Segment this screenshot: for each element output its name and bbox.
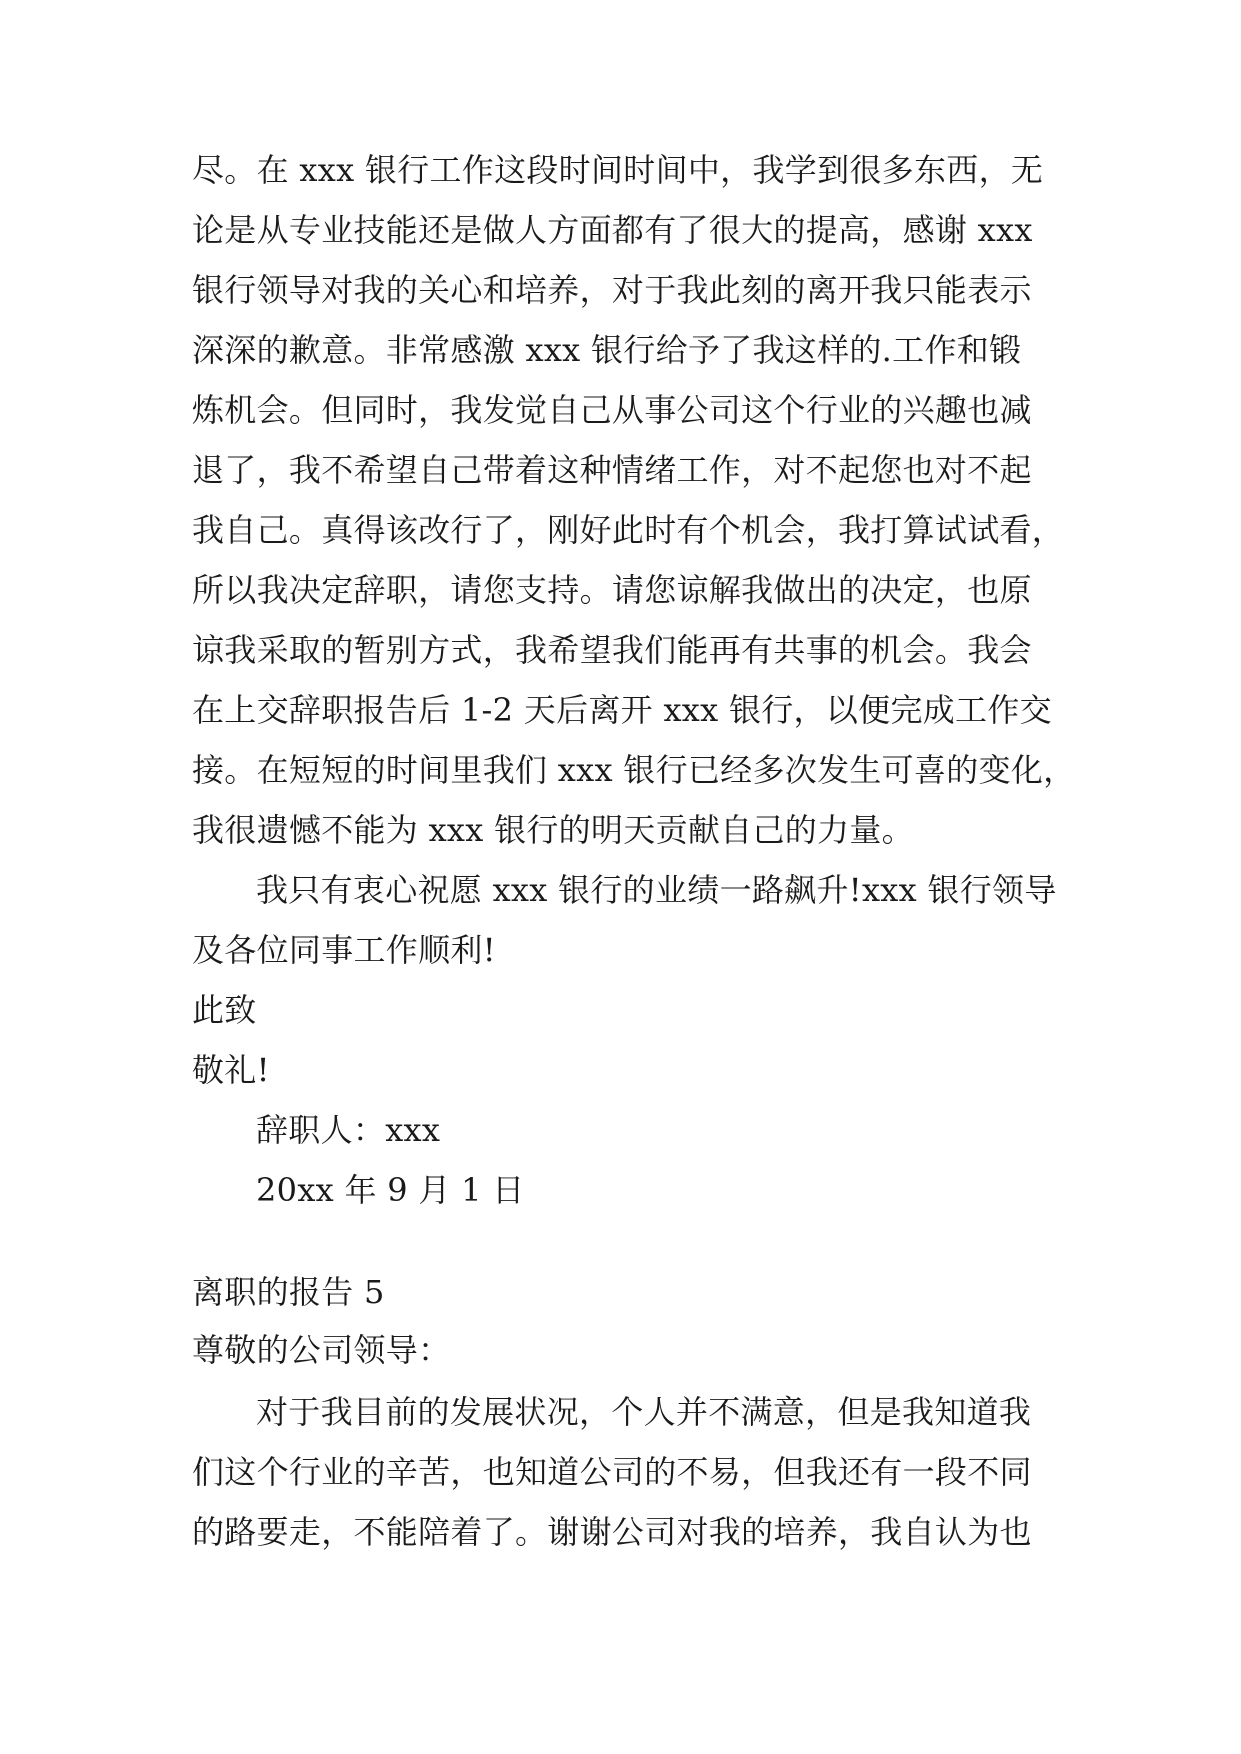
body-line: 银行领导对我的关心和培养，对于我此刻的离开我只能表示 — [192, 271, 1032, 309]
body-line: 在上交辞职报告后 1-2 天后离开 xxx 银行，以便完成工作交 — [192, 691, 1052, 729]
body-line: 谅我采取的暂别方式，我希望我们能再有共事的机会。我会 — [192, 631, 1032, 669]
body-line: 我很遗憾不能为 xxx 银行的明天贡献自己的力量。 — [192, 811, 914, 849]
section-title: 离职的报告 5 — [192, 1273, 385, 1311]
body-line: 们这个行业的辛苦，也知道公司的不易，但我还有一段不同 — [192, 1453, 1032, 1491]
body-line: 所以我决定辞职，请您支持。请您谅解我做出的决定，也原 — [192, 571, 1032, 609]
body-line: 炼机会。但同时，我发觉自己从事公司这个行业的兴趣也减 — [192, 391, 1032, 429]
closing-line: 此致 — [192, 991, 257, 1029]
signature: 辞职人：xxx — [256, 1111, 441, 1149]
body-line: 深深的歉意。非常感激 xxx 银行给予了我这样的.工作和锻 — [192, 331, 1022, 369]
salutation: 尊敬的公司领导： — [192, 1331, 451, 1369]
wish-line: 及各位同事工作顺利! — [192, 931, 496, 969]
wish-line: 我只有衷心祝愿 xxx 银行的业绩一路飙升!xxx 银行领导 — [256, 871, 1057, 909]
closing-line: 敬礼! — [192, 1051, 270, 1089]
body-line: 对于我目前的发展状况，个人并不满意，但是我知道我 — [256, 1393, 1032, 1431]
body-line: 我自己。真得该改行了，刚好此时有个机会，我打算试试看， — [192, 511, 1065, 549]
body-line: 退了，我不希望自己带着这种情绪工作，对不起您也对不起 — [192, 451, 1032, 489]
body-line: 接。在短短的时间里我们 xxx 银行已经多次发生可喜的变化， — [192, 751, 1076, 789]
body-line: 论是从专业技能还是做人方面都有了很大的提高，感谢 xxx — [192, 211, 1033, 249]
date: 20xx 年 9 月 1 日 — [256, 1171, 525, 1209]
body-line: 尽。在 xxx 银行工作这段时间时间中，我学到很多东西，无 — [192, 151, 1044, 189]
body-line: 的路要走，不能陪着了。谢谢公司对我的培养，我自认为也 — [192, 1513, 1032, 1551]
